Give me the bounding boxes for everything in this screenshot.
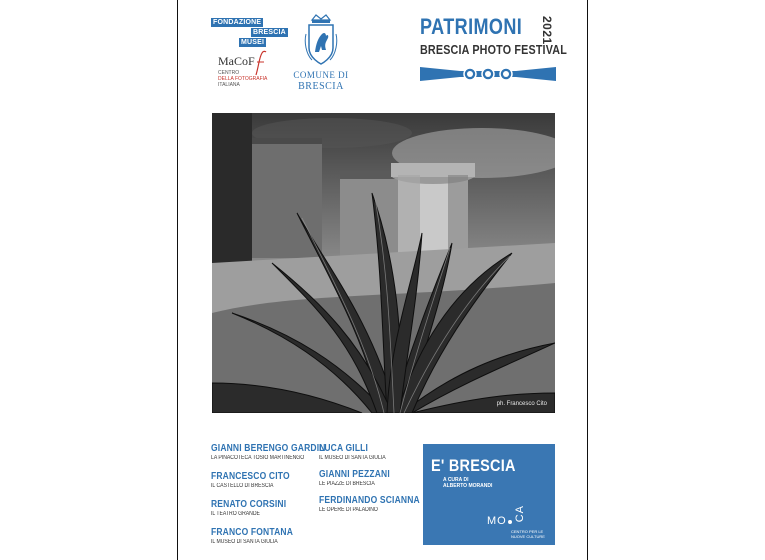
moca-logo-left: MO [487,515,507,527]
artist-name: GIANNI PEZZANI [319,469,390,480]
artist-subject: LA PINACOTECA TOSIO MARTINENGO [211,455,305,461]
comune-line-1: COMUNE DI [293,70,349,80]
clothespin-icon [420,61,556,87]
logo-line-fondazione: FONDAZIONE [213,19,262,26]
castle-photo [212,113,555,413]
artist-name: FRANCO FONTANA [211,527,294,538]
moca-logo-right: CA [514,505,526,523]
exhibit-curator [443,477,492,489]
moca-text-line: CENTRO PER LE [511,529,544,534]
artist-entry [319,443,397,461]
festival-year: 2021 [540,16,554,45]
artist-entry [211,527,308,545]
artist-entry [211,471,304,489]
artist-name: FRANCESCO CITO [211,471,290,482]
macof-text-line: ITALIANA [218,82,240,88]
moca-text [511,529,545,539]
artist-subject: IL TEATRO GRANDE [211,511,260,517]
artist-subject: LE OPERE DI PALADINO [319,507,378,513]
comune-crest-icon [304,14,338,68]
artist-name: LUCA GILLI [319,443,369,454]
macof-logo: MaCoF [218,54,255,68]
festival-title: PATRIMONI [420,14,523,39]
curator-name: ALBERTO MORANDI [443,483,493,489]
artist-subject: IL CASTELLO DI BRESCIA [211,483,274,489]
moca-dot-icon [508,520,512,524]
artist-subject: LE PIAZZE DI BRESCIA [319,481,375,487]
photo-credit: ph. Francesco Cito [496,401,547,407]
logo-line-brescia: BRESCIA [253,29,286,36]
poster [177,0,588,560]
comune-di-brescia-text [288,70,354,92]
macof-text [218,70,267,88]
artist-entry [211,499,300,517]
artist-name: FERDINANDO SCIANNA [319,495,420,506]
castle-photo-illustration [212,113,555,413]
artist-subject: IL MUSEO DI SANTA GIULIA [319,455,386,461]
exhibit-box [423,444,555,545]
macof-text-line: CENTRO [218,70,240,76]
artist-entry [319,469,402,487]
artist-name: GIANNI BERENGO GARDIN [211,443,326,454]
exhibit-title: E' BRESCIA [431,456,516,475]
festival-subtitle: BRESCIA PHOTO FESTIVAL [420,43,567,57]
moca-text-line: NUOVE CULTURE [511,534,545,539]
artist-entry [319,495,438,513]
macof-text-line: DELLA FOTOGRAFIA [218,76,268,82]
artist-subject: IL MUSEO DI SANTA GIULIA [211,539,278,545]
fondazione-brescia-musei-logo [211,18,291,48]
curator-label: A CURA DI [443,477,469,483]
logo-line-musei: MUSEI [241,39,265,46]
comune-line-2: BRESCIA [298,81,344,92]
artist-name: RENATO CORSINI [211,499,287,510]
